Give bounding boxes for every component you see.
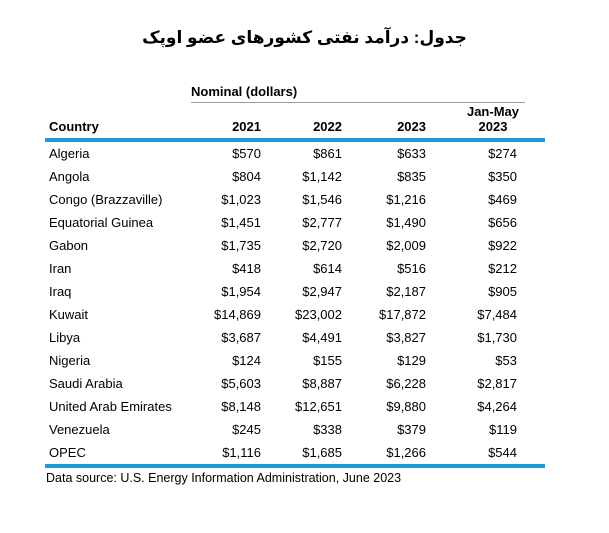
cell-value: $922 <box>488 238 517 253</box>
cell-value: $1,451 <box>221 215 261 230</box>
col-header-2023: 2023 <box>342 104 426 140</box>
cell-value: $14,869 <box>214 307 261 322</box>
cell-value: $155 <box>313 353 342 368</box>
cell-value: $2,187 <box>386 284 426 299</box>
table-row <box>45 257 545 280</box>
cell-value: $1,023 <box>221 192 261 207</box>
table-header <box>45 104 545 140</box>
data-source-footnote: Data source: U.S. Energy Information Administration, June 2023 <box>46 471 402 485</box>
cell-country: Congo (Brazzaville) <box>49 192 163 207</box>
cell-value: $1,685 <box>261 441 342 466</box>
cell-value: $129 <box>397 353 426 368</box>
cell-value: $570 <box>232 146 261 161</box>
cell-value: $2,947 <box>302 284 342 299</box>
cell-value: $7,484 <box>477 307 517 322</box>
cell-country: Algeria <box>49 146 90 161</box>
cell-value: $12,651 <box>295 399 342 414</box>
cell-value: $53 <box>495 353 517 368</box>
cell-value: $1,216 <box>386 192 426 207</box>
cell-value: $835 <box>397 169 426 184</box>
cell-value: $1,954 <box>221 284 261 299</box>
table-row <box>45 372 545 395</box>
cell-value: $1,546 <box>302 192 342 207</box>
cell-country: Saudi Arabia <box>49 376 123 391</box>
cell-country: OPEC <box>45 441 200 466</box>
cell-value: $119 <box>489 422 517 437</box>
cell-value: $1,116 <box>200 441 261 466</box>
table-row <box>45 326 545 349</box>
cell-country: Gabon <box>49 238 89 253</box>
table-row <box>45 418 545 441</box>
cell-value: $516 <box>397 261 426 276</box>
cell-country: Angola <box>49 169 90 184</box>
table-row <box>45 395 545 418</box>
figure-title: جدول: درآمد نفتی کشورهای عضو اوپک <box>142 28 467 47</box>
cell-value: $4,491 <box>302 330 342 345</box>
cell-value: $3,687 <box>221 330 261 345</box>
cell-value: $1,735 <box>221 238 261 253</box>
table-body <box>45 140 545 466</box>
cell-value: $418 <box>232 261 261 276</box>
cell-country: Libya <box>49 330 81 345</box>
cell-value: $633 <box>397 146 426 161</box>
cell-value: $17,872 <box>379 307 426 322</box>
cell-value: $245 <box>232 422 261 437</box>
col-header-2022: 2022 <box>261 104 342 140</box>
table-row <box>45 349 545 372</box>
cell-value: $8,148 <box>221 399 261 414</box>
cell-country: Venezuela <box>49 422 110 437</box>
cell-country: Iran <box>49 261 72 276</box>
header-row <box>45 104 545 140</box>
cell-value: $544 <box>426 441 545 466</box>
cell-value: $6,228 <box>386 376 426 391</box>
table-row <box>45 234 545 257</box>
table-row <box>45 188 545 211</box>
cell-value: $274 <box>488 146 517 161</box>
cell-value: $2,777 <box>302 215 342 230</box>
cell-country: United Arab Emirates <box>49 399 172 414</box>
opec-revenue-table <box>45 104 545 468</box>
cell-value: $614 <box>313 261 342 276</box>
cell-value: $861 <box>313 146 342 161</box>
table-row <box>45 140 545 165</box>
cell-value: $804 <box>232 169 261 184</box>
cell-value: $338 <box>313 422 342 437</box>
cell-value: $905 <box>488 284 517 299</box>
cell-value: $212 <box>488 261 517 276</box>
table-row <box>45 303 545 326</box>
col-header-country: Country <box>45 104 200 140</box>
cell-country: Iraq <box>49 284 72 299</box>
cell-value: $350 <box>488 169 517 184</box>
cell-value: $23,002 <box>295 307 342 322</box>
jan-may-year-line: 2023 <box>478 119 508 134</box>
cell-value: $379 <box>397 422 426 437</box>
table-row <box>45 211 545 234</box>
cell-country: Nigeria <box>49 353 91 368</box>
col-header-jan-may-2023 <box>426 104 545 140</box>
cell-value: $124 <box>232 353 261 368</box>
cell-value: $5,603 <box>221 376 261 391</box>
cell-value: $1,490 <box>386 215 426 230</box>
col-header-2021: 2021 <box>200 104 261 140</box>
cell-value: $2,817 <box>477 376 517 391</box>
table-row <box>45 280 545 303</box>
cell-value: $3,827 <box>386 330 426 345</box>
table-area <box>45 84 545 485</box>
cell-value: $8,887 <box>302 376 342 391</box>
cell-value: $1,730 <box>477 330 517 345</box>
cell-value: $4,264 <box>477 399 517 414</box>
jan-may-2023-label <box>467 104 519 134</box>
cell-value: $1,142 <box>302 169 342 184</box>
cell-value: $1,266 <box>342 441 426 466</box>
group-header-nominal-dollars: Nominal (dollars) <box>191 84 525 103</box>
cell-value: $9,880 <box>386 399 426 414</box>
table-row <box>45 441 545 466</box>
cell-value: $656 <box>488 215 517 230</box>
jan-may-line: Jan-May <box>466 104 519 119</box>
cell-value: $2,720 <box>302 238 342 253</box>
cell-country: Kuwait <box>49 307 89 322</box>
cell-value: $2,009 <box>386 238 426 253</box>
cell-country: Equatorial Guinea <box>49 215 154 230</box>
table-row <box>45 165 545 188</box>
cell-value: $469 <box>488 192 517 207</box>
